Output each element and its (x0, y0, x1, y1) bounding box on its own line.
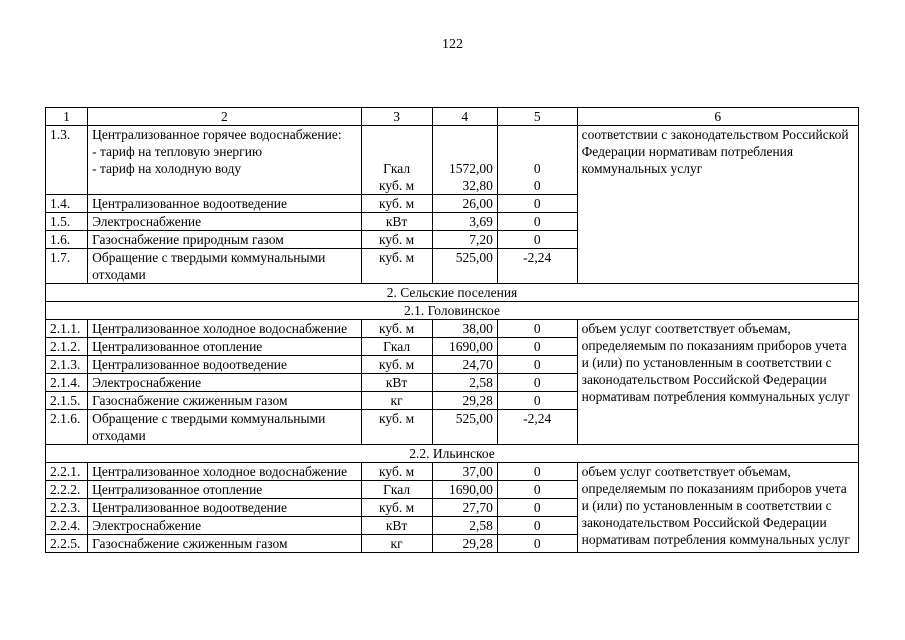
value: 27,70 (432, 499, 497, 517)
unit: кВт (361, 374, 432, 392)
unit: куб. м (361, 231, 432, 249)
section-row (46, 284, 859, 302)
unit: куб. м (361, 195, 432, 213)
unit: куб. м (361, 410, 432, 445)
row-number: 2.1.3. (46, 356, 88, 374)
change: 0 (497, 231, 577, 249)
header-cell: 6 (577, 108, 858, 126)
change: 0 (497, 213, 577, 231)
subsection-row (46, 302, 859, 320)
change: 0 (497, 195, 577, 213)
row-number: 2.2.1. (46, 463, 88, 481)
service-name: Централизованное водоотведение (88, 356, 362, 374)
change: -2,24 (497, 249, 577, 284)
value: 37,00 (432, 463, 497, 481)
service-name: Обращение с твердыми коммунальными отходами (88, 410, 362, 445)
change: -2,24 (497, 410, 577, 445)
row-number: 2.2.4. (46, 517, 88, 535)
change: 0 (497, 463, 577, 481)
change: 0 (497, 392, 577, 410)
service-title: Централизованное горячее водоснабжение: (92, 127, 342, 142)
tariff-table (45, 107, 859, 553)
service-name: Электроснабжение (88, 517, 362, 535)
value: 26,00 (432, 195, 497, 213)
row-number: 2.1.4. (46, 374, 88, 392)
table-row (46, 126, 859, 195)
unit: куб. м (379, 178, 415, 193)
unit-cell (361, 126, 432, 195)
header-cell: 4 (432, 108, 497, 126)
change: 0 (497, 356, 577, 374)
unit: кг (361, 392, 432, 410)
table-row (46, 320, 859, 338)
section-title: 2. Сельские поселения (46, 284, 859, 302)
row-number: 2.2.2. (46, 481, 88, 499)
value: 38,00 (432, 320, 497, 338)
row-number: 2.1.6. (46, 410, 88, 445)
unit: куб. м (361, 320, 432, 338)
value: 2,58 (432, 517, 497, 535)
subsection-row (46, 445, 859, 463)
value: 29,28 (432, 535, 497, 553)
service-name: Централизованное водоотведение (88, 499, 362, 517)
service-name: Централизованное холодное водоснабжение (88, 463, 362, 481)
header-cell: 3 (361, 108, 432, 126)
table-row (46, 463, 859, 481)
value: 1690,00 (432, 481, 497, 499)
subsection-title: 2.2. Ильинское (46, 445, 859, 463)
unit: куб. м (361, 499, 432, 517)
page-number: 122 (442, 37, 463, 52)
header-cell: 5 (497, 108, 577, 126)
value: 7,20 (432, 231, 497, 249)
unit: Гкал (361, 338, 432, 356)
service-name: Обращение с твердыми коммунальными отходами (88, 249, 362, 284)
row-number: 2.2.3. (46, 499, 88, 517)
change: 0 (497, 535, 577, 553)
service-name: Централизованное отопление (88, 338, 362, 356)
service-name: Газоснабжение природным газом (88, 231, 362, 249)
service-name: Централизованное водоотведение (88, 195, 362, 213)
value: 2,58 (432, 374, 497, 392)
value: 29,28 (432, 392, 497, 410)
unit: Гкал (383, 161, 411, 176)
change: 0 (533, 178, 541, 193)
service-subitem: - тариф на холодную воду (92, 161, 242, 176)
unit: куб. м (361, 249, 432, 284)
change: 0 (497, 320, 577, 338)
row-number: 1.5. (46, 213, 88, 231)
row-number: 2.1.1. (46, 320, 88, 338)
header-cell: 2 (88, 108, 362, 126)
header-row (46, 108, 859, 126)
note-cell: объем услуг соответствует объемам, определяемым по показаниям приборов учета и (или) по установленным в соответствии с законодательством Российской Федерации нормативам потребления коммунальных услуг (577, 463, 858, 553)
row-number: 1.7. (46, 249, 88, 284)
value: 32,80 (462, 178, 493, 193)
service-name: Централизованное отопление (88, 481, 362, 499)
row-number: 1.6. (46, 231, 88, 249)
row-number: 1.3. (46, 126, 88, 195)
note-cell: объем услуг соответствует объемам, определяемым по показаниям приборов учета и (или) по установленным в соответствии с законодательством Российской Федерации нормативам потребления коммунальных услуг (577, 320, 858, 445)
service-name: Газоснабжение сжиженным газом (88, 535, 362, 553)
value: 525,00 (432, 410, 497, 445)
unit: кг (361, 535, 432, 553)
unit: куб. м (361, 463, 432, 481)
change: 0 (497, 338, 577, 356)
change: 0 (533, 161, 541, 176)
unit: куб. м (361, 356, 432, 374)
change-cell (497, 126, 577, 195)
row-number: 2.1.2. (46, 338, 88, 356)
unit: кВт (361, 213, 432, 231)
service-name: Электроснабжение (88, 374, 362, 392)
change: 0 (497, 499, 577, 517)
service-name (88, 126, 362, 195)
header-cell: 1 (46, 108, 88, 126)
service-name: Газоснабжение сжиженным газом (88, 392, 362, 410)
change: 0 (497, 517, 577, 535)
unit: Гкал (361, 481, 432, 499)
row-number: 2.1.5. (46, 392, 88, 410)
service-name: Централизованное холодное водоснабжение (88, 320, 362, 338)
value: 24,70 (432, 356, 497, 374)
note-cell: соответствии с законодательством Российской Федерации нормативам потребления коммунальных услуг (577, 126, 858, 284)
value: 525,00 (432, 249, 497, 284)
change: 0 (497, 374, 577, 392)
value: 1572,00 (449, 161, 493, 176)
subsection-title: 2.1. Головинское (46, 302, 859, 320)
service-name: Электроснабжение (88, 213, 362, 231)
unit: кВт (361, 517, 432, 535)
service-subitem: - тариф на тепловую энергию (92, 144, 263, 159)
value-cell (432, 126, 497, 195)
change: 0 (497, 481, 577, 499)
row-number: 2.2.5. (46, 535, 88, 553)
value: 1690,00 (432, 338, 497, 356)
value: 3,69 (432, 213, 497, 231)
row-number: 1.4. (46, 195, 88, 213)
